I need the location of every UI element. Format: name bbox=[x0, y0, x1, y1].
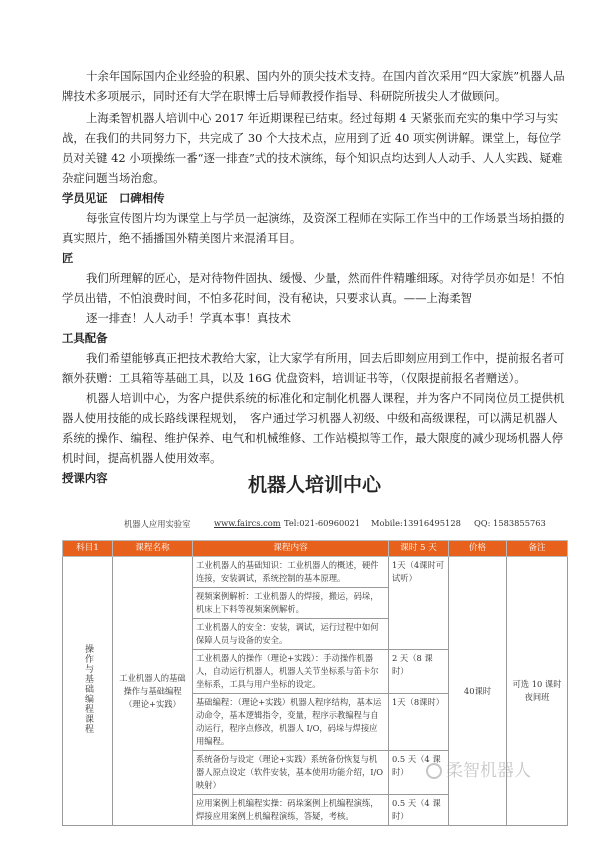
table-row bbox=[63, 557, 568, 588]
watermark bbox=[426, 756, 531, 781]
contact-tel: Tel:021-60960021 bbox=[284, 518, 361, 528]
price-cell: 40课时 bbox=[449, 557, 507, 826]
heading-course-content: 授课内容 bbox=[62, 471, 108, 485]
contact-mobile: Mobile:13916495128 bbox=[371, 518, 461, 528]
paragraph-course-summary: 上海柔智机器人培训中心 2017 年近期课程已结束。经过每期 4 天紧张而充实的集中学习与实战，在我们的共同努力下，共完成了 30 个大技术点，应用到了近 40 项实例讲解。课堂上，每位学员对关键 42 小项操练一番“逐一排查”式的技术演练，每个知识点均达到人人动手、人人实践、疑难杂症问题当场治愈。 bbox=[62, 111, 563, 185]
paragraph-photos: 每张宣传图片均为课堂上与学员一起演练，及资深工程师在实际工作当中的工作场景当场拍摄的真实照片，绝不插播国外精美图片来混淆耳目。 bbox=[62, 211, 565, 245]
content-cell: 系统备份与设定（理论+实践）系统备份恢复与机器人原点设定（软件安装，基本使用功能介绍，I/O 映射） bbox=[193, 751, 389, 795]
paragraph-slogan: 逐一排查！人人动手！学真本事！真技术 bbox=[86, 311, 292, 325]
header-course-name: 课程名称 bbox=[113, 541, 193, 557]
course-table bbox=[62, 540, 568, 826]
hours-cell: 0.5 天（4 课时） bbox=[389, 751, 449, 795]
flyer-title: 机器人培训中心 bbox=[247, 474, 381, 496]
table-header-row bbox=[63, 541, 568, 557]
hours-cell: 0.5 天（4 课时） bbox=[389, 795, 449, 826]
header-note: 备注 bbox=[507, 541, 568, 557]
content-cell: 工业机器人的基础知识：工业机器人的概述，硬件连接，安装调试，系统控制的基本原理。 bbox=[193, 557, 389, 588]
heading-craftsmanship: 匠 bbox=[62, 251, 74, 265]
hours-cell: 2 天（8 课时） bbox=[389, 650, 449, 694]
paragraph-training-center: 机器人培训中心，为客户提供系统的标准化和定制化机器人课程，并为客户不同岗位员工提供机器人使用技能的成长路线课程规划， 客户通过学习机器人初级、中级和高级课程，可以满足机器人系统的操作、编程、维护保养、电气和机械维修、工作站模拟等工作，最大限度的减少现场机器人停机时间，提高机器人使用效率。 bbox=[62, 391, 565, 465]
note-cell: 可选 10 课时夜间班 bbox=[507, 557, 568, 826]
course-name-cell: 工业机器人的基础操作与基础编程（理论+实践） bbox=[113, 557, 193, 826]
header-hours: 课时 5 天 bbox=[389, 541, 449, 557]
content-cell: 视频案例解析：工业机器人的焊接，搬运，码垛，机床上下料等视频案例解析。 bbox=[193, 588, 389, 619]
watermark-text: 柔智机器人 bbox=[446, 761, 531, 781]
content-cell: 工业机器人的安全：安装，调试，运行过程中如何保障人员与设备的安全。 bbox=[193, 619, 389, 650]
course-flyer-image bbox=[62, 454, 567, 842]
hours-cell: 1天（8课时） bbox=[389, 694, 449, 751]
content-cell: 工业机器人的操作（理论+实践）：手动操作机器人，自动运行机器人，机器人关节坐标系与笛卡尔坐标系，工具与用户坐标的设定。 bbox=[193, 650, 389, 694]
paragraph-craftsmanship: 我们所理解的匠心，是对待物件固执、缓慢、少量，然而件件精雕细琢。对待学员亦如是！不怕学员出错，不怕浪费时间，不怕多花时间，没有秘诀，只要求认真。——上海柔智 bbox=[62, 271, 565, 305]
hours-cell: 1天（4课时可试听） bbox=[389, 557, 449, 650]
paragraph-tools: 我们希望能够真正把技术教给大家，让大家学有所用，回去后即刻应用到工作中，提前报名者可额外获赠：工具箱等基础工具，以及 16G 优盘资料，培训证书等，（仅限提前报名者赠送）。 bbox=[62, 351, 565, 385]
watermark-logo-icon bbox=[426, 763, 442, 779]
content-cell: 应用案例上机编程实操：码垛案例上机编程演练，焊接应用案例上机编程演练，答疑，考核。 bbox=[193, 795, 389, 826]
heading-testimonial: 学员见证 口碑相传 bbox=[62, 191, 165, 205]
contact-qq: QQ: 1583855763 bbox=[474, 518, 546, 528]
contact-lab: 机器人应用实验室 bbox=[124, 519, 191, 529]
content-cell: 基础编程：（理论+实践）机器人程序结构，基本运动命令，基本逻辑指令，变量，程序示教编程与自动运行，程序点修改，机器人 I/O，码垛与焊接应用编程。 bbox=[193, 694, 389, 751]
paragraph-experience: 十余年国际国内企业经验的积累、国内外的顶尖技术支持。在国内首次采用“四大家族”机器人品牌技术多项展示，同时还有大学在职博士后导师教授作指导、科研院所拔尖人才做顾问。 bbox=[62, 69, 565, 103]
category-cell bbox=[63, 557, 113, 826]
contact-website: www.faircs.com bbox=[214, 518, 281, 528]
header-subject: 科目1 bbox=[63, 541, 113, 557]
header-price: 价格 bbox=[449, 541, 507, 557]
category-label: 操作与基础编程课程 bbox=[83, 644, 93, 734]
header-course-content: 课程内容 bbox=[193, 541, 389, 557]
heading-tools: 工具配备 bbox=[62, 331, 108, 345]
intro-text bbox=[62, 66, 567, 488]
